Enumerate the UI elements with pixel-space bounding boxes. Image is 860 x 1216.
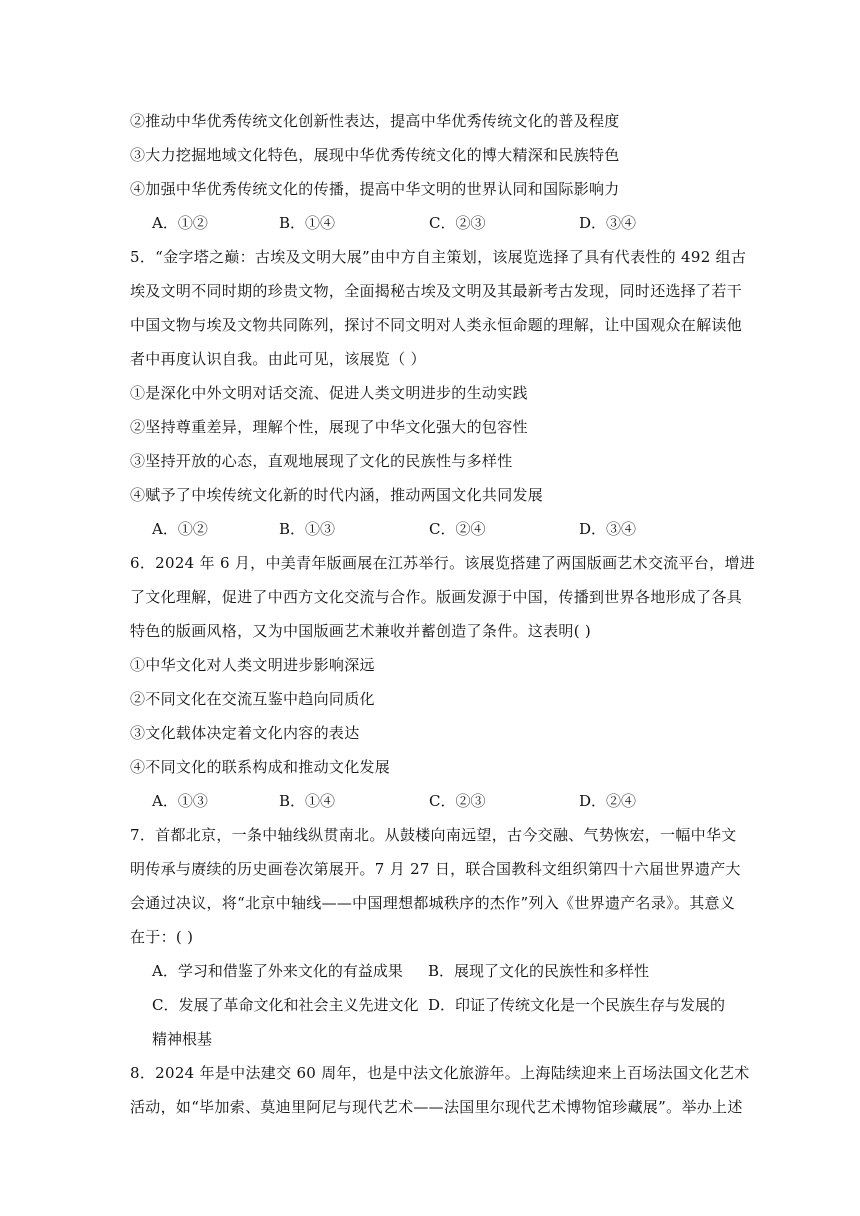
q5-options (152, 519, 732, 539)
q5-option-a[interactable]: A．①② (152, 520, 208, 538)
q6-option-b[interactable]: B．①④ (279, 792, 336, 810)
q5-option-c[interactable]: C．②④ (429, 520, 486, 538)
q7-option-b[interactable]: B．展现了文化的民族性和多样性 (428, 962, 650, 980)
q6-statement-3: ③文化载体决定着文化内容的表达 (130, 724, 360, 742)
q5-statement-1: ①是深化中外文明对话交流、促进人类文明进步的生动实践 (130, 384, 528, 402)
q5-stem-line-2: 埃及文明不同时期的珍贵文物，全面揭秘古埃及文明及其最新考古发现，同时还选择了若干 (130, 282, 743, 300)
q7-options-row-2 (152, 995, 732, 1015)
q4-statement-4: ④加强中华优秀传统文化的传播，提高中华文明的世界认同和国际影响力 (130, 180, 620, 198)
q5-option-d[interactable]: D．③④ (579, 520, 637, 538)
q6-stem-line-3: 特色的版画风格，又为中国版画艺术兼收并蓄创造了条件。这表明( ) (130, 622, 592, 640)
q6-option-a[interactable]: A．①③ (152, 792, 208, 810)
q5-option-b[interactable]: B．①③ (279, 520, 336, 538)
q8-stem-line-1: 8．2024 年是中法建交 60 周年，也是中法文化旅游年。上海陆续迎来上百场法国文化艺术 (130, 1064, 750, 1082)
q7-options-row-1 (152, 961, 732, 981)
q8-stem-line-2: 活动，如“毕加索、莫迪里阿尼与现代艺术——法国里尔现代艺术博物馆珍藏展”。举办上述 (130, 1098, 743, 1116)
q5-statement-2: ②坚持尊重差异，理解个性，展现了中华文化强大的包容性 (130, 418, 528, 436)
q5-stem-line-4: 者中再度认识自我。由此可见，该展览（ ） (130, 350, 426, 368)
q7-stem-line-1: 7．首都北京，一条中轴线纵贯南北。从鼓楼向南远望，古今交融、气势恢宏，一幅中华文 (130, 826, 737, 844)
q4-option-d[interactable]: D．③④ (579, 214, 637, 232)
q6-statement-2: ②不同文化在交流互鉴中趋向同质化 (130, 690, 375, 708)
q7-stem-line-2: 明传承与赓续的历史画卷次第展开。7 月 27 日，联合国教科文组织第四十六届世界遗产大 (130, 860, 741, 878)
q7-option-a[interactable]: A．学习和借鉴了外来文化的有益成果 (152, 962, 403, 980)
q6-statement-1: ①中华文化对人类文明进步影响深远 (130, 656, 375, 674)
q5-stem-line-1: 5．“金字塔之巅：古埃及文明大展”由中方自主策划，该展览选择了具有代表性的 492 组古 (130, 248, 747, 266)
q4-options (152, 213, 732, 233)
q7-option-c[interactable]: C．发展了革命文化和社会主义先进文化 (152, 996, 419, 1014)
q7-option-d-continuation: 精神根基 (152, 1030, 213, 1048)
q7-option-d-continuation-row (152, 1029, 732, 1049)
q4-option-c[interactable]: C．②③ (429, 214, 486, 232)
q4-statement-3: ③大力挖掘地域文化特色，展现中华优秀传统文化的博大精深和民族特色 (130, 146, 620, 164)
q7-option-d[interactable]: D．印证了传统文化是一个民族生存与发展的 (428, 996, 726, 1014)
q5-statement-3: ③坚持开放的心态，直观地展现了文化的民族性与多样性 (130, 452, 513, 470)
q6-stem-line-1: 6．2024 年 6 月，中美青年版画展在江苏举行。该展览搭建了两国版画艺术交流平台，增进 (130, 554, 756, 572)
q6-options (152, 791, 732, 811)
q4-option-b[interactable]: B．①④ (279, 214, 336, 232)
q5-stem-line-3: 中国文物与埃及文物共同陈列，探讨不同文明对人类永恒命题的理解，让中国观众在解读他 (130, 316, 743, 334)
q6-stem-line-2: 了文化理解，促进了中西方文化交流与合作。版画发源于中国，传播到世界各地形成了各具 (130, 588, 743, 606)
q5-statement-4: ④赋予了中埃传统文化新的时代内涵，推动两国文化共同发展 (130, 486, 544, 504)
q4-statement-2: ②推动中华优秀传统文化创新性表达，提高中华优秀传统文化的普及程度 (130, 112, 620, 130)
q4-option-a[interactable]: A．①② (152, 214, 208, 232)
q7-stem-line-3: 会通过决议，将“北京中轴线——中国理想都城秩序的杰作”列入《世界遗产名录》。其意义 (130, 894, 736, 912)
q6-option-c[interactable]: C．②③ (429, 792, 486, 810)
q7-stem-line-4: 在于：( ) (130, 928, 194, 946)
q6-option-d[interactable]: D．②④ (579, 792, 637, 810)
q6-statement-4: ④不同文化的联系构成和推动文化发展 (130, 758, 391, 776)
